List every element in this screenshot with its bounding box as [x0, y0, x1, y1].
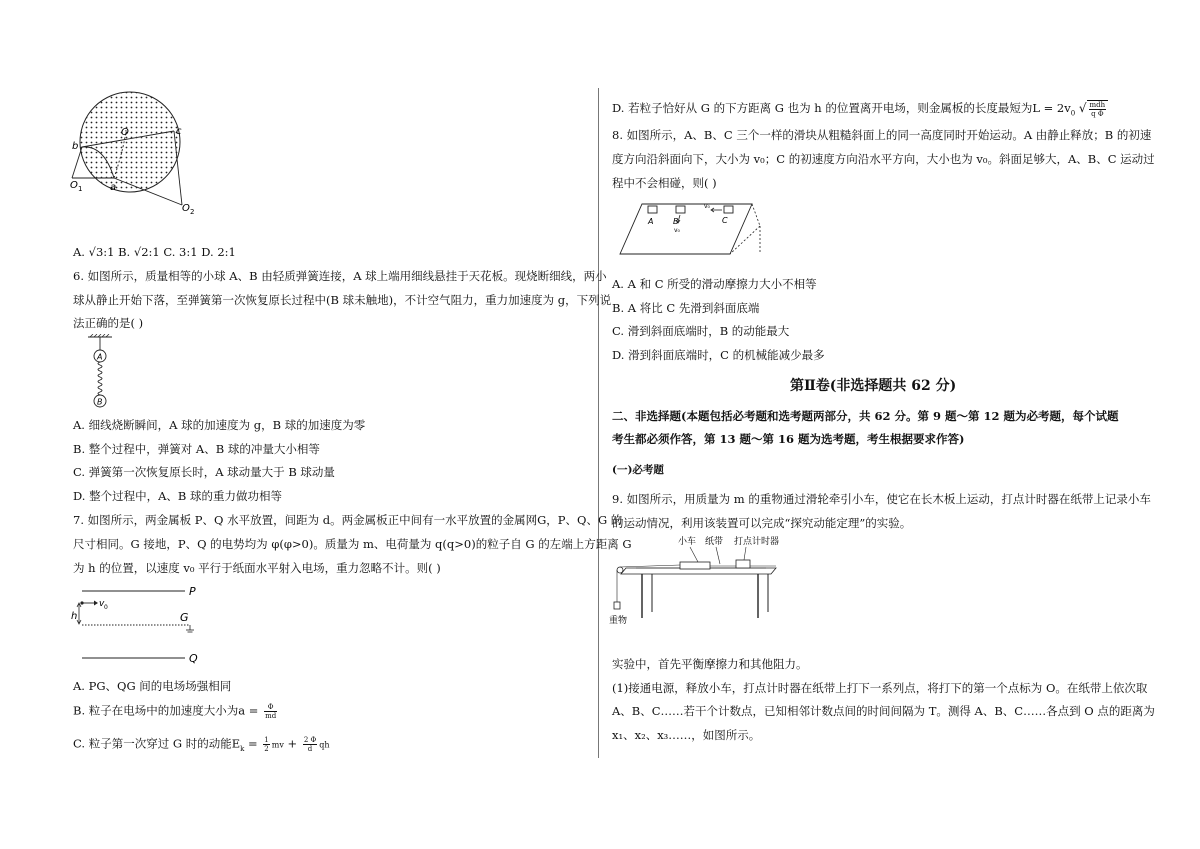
q7-fig-label-h: h [71, 611, 78, 622]
q8-fig-label-C: C [722, 216, 728, 225]
q6-option-A: A. 细线烧断瞬间，A 球的加速度为 g，B 球的加速度为零 [73, 418, 366, 432]
part2-title: 第Ⅱ卷(非选择题共 62 分) [790, 378, 957, 394]
q9-line5: A、B、C……若干个计数点，已知相邻计数点间的时间间隔为 T。测得 A、B、C……各点到 O 点的距离为 [612, 704, 1155, 718]
q7-option-D-sqrt-num: mdh [1089, 101, 1106, 109]
q7-fig-label-v: v [99, 599, 105, 609]
q8-fig-label-v0-B: v₀ [674, 227, 680, 234]
q7-option-B [73, 703, 279, 720]
fig5-label-O2-sub: 2 [190, 208, 195, 215]
q7-option-C [73, 736, 330, 756]
q7-option-C-mid: mv [271, 740, 284, 750]
q7-option-C-frac1 [263, 736, 269, 753]
q6-option-B: B. 整个过程中，弹簧对 A、B 球的冲量大小相等 [73, 442, 320, 456]
q8-fig-label-B: B [673, 217, 679, 226]
fig5-label-O2: O [182, 203, 190, 214]
q7-option-C-f1d: 2 [264, 745, 269, 753]
q9-line2: 的运动情况，利用该装置可以完成“探究动能定理”的实验。 [612, 516, 912, 530]
q7-fig-label-Q: Q [189, 652, 198, 665]
q8-line1: 8. 如图所示，A、B、C 三个一样的滑块从粗糙斜面上的同一高度同时开始运动。A 由静止释放；B 的初速 [612, 128, 1152, 142]
q7-line2: 尺寸相同。G 接地，P、Q 的电势均为 φ(φ>0)。质量为 m、电荷量为 q(q>0)的粒子自 G 的左端上方距离 G [73, 537, 632, 551]
q7-option-D-sub: 0 [1070, 109, 1076, 118]
q9-fig-label-weight: 重物 [609, 616, 628, 626]
q7-option-A: A. PG、QG 间的电场场强相同 [73, 679, 232, 693]
q6-line1: 6. 如图所示，质量相等的小球 A、B 由轻质弹簧连接，A 球上端用细线悬挂于天花板。现烧断细线，两小 [73, 269, 607, 283]
q5-figure [64, 90, 204, 215]
q8-fig-label-A: A [648, 217, 654, 226]
q7-option-C-f1n: 1 [264, 736, 269, 744]
q6-line3: 法正确的是( ) [73, 316, 144, 330]
q7-option-B-text: B. 粒子在电场中的加速度大小为a = [73, 703, 259, 718]
q7-option-D-text: D. 若粒子恰好从 G 的下方距离 G 也为 h 的位置离开电场，则金属板的长度最短为L = 2v [612, 101, 1071, 115]
q7-line1: 7. 如图所示，两金属板 P、Q 水平放置，间距为 d。两金属板正中间有一水平放置的金属网G，P、Q、G 的 [73, 513, 623, 527]
q8-option-B: B. A 将比 C 先滑到斜面底端 [612, 301, 760, 315]
q9-line4: (1)接通电源，释放小车，打点计时器在纸带上打下一系列点，将打下的第一个点标为 O。在纸带上依次取 [612, 681, 1148, 695]
q8-line2: 度方向沿斜面向下，大小为 v₀；C 的初速度方向沿水平方向，大小也为 v₀。斜面足够大，A、B、C 运动过 [612, 152, 1155, 166]
q5-options: A. √3:1 B. √2:1 C. 3:1 D. 2:1 [73, 245, 236, 259]
q8-fig-label-v0-C: v₀ [704, 203, 710, 210]
q8-option-A: A. A 和 C 所受的滑动摩擦力大小不相等 [612, 277, 817, 291]
q8-incline-figure [610, 196, 770, 260]
section2-line2: 考生都必须作答，第 13 题～第 16 题为选考题，考生根据要求作答) [612, 432, 965, 446]
q7-option-B-fraction [264, 703, 277, 720]
q9-line6: x₁、x₂、x₃……，如图所示。 [612, 728, 761, 742]
q6-line2: 球从静止开始下落，至弹簧第一次恢复原长过程中(B 球未触地)，不计空气阻力，重力加速度为 g，下列说 [73, 293, 612, 307]
q7-option-C-f2d: d [307, 745, 313, 753]
q7-option-B-den: md [265, 712, 277, 720]
column-divider [598, 88, 599, 758]
fig5-label-O1-sub: 1 [78, 185, 83, 193]
q7-option-C-plus: + [283, 736, 301, 751]
fig5-label-O: O [121, 127, 129, 138]
fig5-label-O1: O [70, 180, 78, 191]
q7-option-D-sqrt-den: q Φ [1091, 110, 1104, 118]
q9-line1: 9. 如图所示，用质量为 m 的重物通过滑轮牵引小车，使它在长木板上运动，打点计时器在纸带上记录小车 [612, 492, 1151, 506]
q7-option-C-eq: = [244, 736, 262, 751]
q7-fig-label-G: G [180, 611, 189, 624]
q8-line3: 程中不会相碰，则( ) [612, 176, 717, 190]
fig5-label-a: a [110, 182, 117, 193]
q8-option-C: C. 滑到斜面底端时，B 的动能最大 [612, 324, 790, 338]
q6-fig-label-B: B [97, 397, 103, 407]
q7-option-C-frac2 [303, 736, 317, 753]
fig5-label-b: b [72, 141, 79, 152]
q6-spring-figure [86, 334, 114, 410]
q7-option-D-sqrt [1087, 100, 1109, 118]
q9-fig-label-cart: 小车 [678, 537, 697, 547]
required-heading: (一)必考题 [612, 464, 664, 476]
q7-fig-label-P: P [189, 585, 196, 598]
q7-option-C-f2n: 2 Φ [303, 736, 317, 744]
q7-fig-label-v-sub: 0 [104, 604, 108, 611]
q7-option-C-end: qh [319, 740, 330, 750]
q7-option-B-num: Φ [264, 703, 277, 712]
q8-option-D: D. 滑到斜面底端时，C 的机械能减少最多 [612, 348, 825, 362]
q6-option-C: C. 弹簧第一次恢复原长时，A 球动量大于 B 球动量 [73, 465, 335, 479]
q9-fig-label-timer: 打点计时器 [734, 537, 780, 547]
q9-apparatus-figure [606, 532, 786, 632]
q7-plates-figure [70, 582, 210, 668]
q6-fig-label-A: A [97, 352, 103, 362]
q7-line3: 为 h 的位置，以速度 v₀ 平行于纸面水平射入电场，重力忽略不计。则( ) [73, 561, 441, 575]
q7-option-D: D. 若粒子恰好从 G 的下方距离 G 也为 h 的位置离开电场，则金属板的长度最短为$L = 2v_0$ √ $\frac{\text{mdh}}{\text{q Φ}}$ [612, 100, 1108, 120]
section2-line1: 二、非选择题(本题包括必考题和选考题两部分，共 62 分。第 9 题～第 12 题为必考题，每个试题 [612, 409, 1119, 423]
q9-line3: 实验中，首先平衡摩擦力和其他阻力。 [612, 657, 808, 671]
fig5-label-c: c [176, 126, 182, 137]
q9-fig-label-tape: 纸带 [705, 537, 724, 547]
q7-option-C-text: C. 粒子第一次穿过 G 时的动能E [73, 736, 241, 751]
q6-option-D: D. 整个过程中，A、B 球的重力做功相等 [73, 489, 283, 503]
q7-option-C-sub: k [240, 744, 245, 753]
